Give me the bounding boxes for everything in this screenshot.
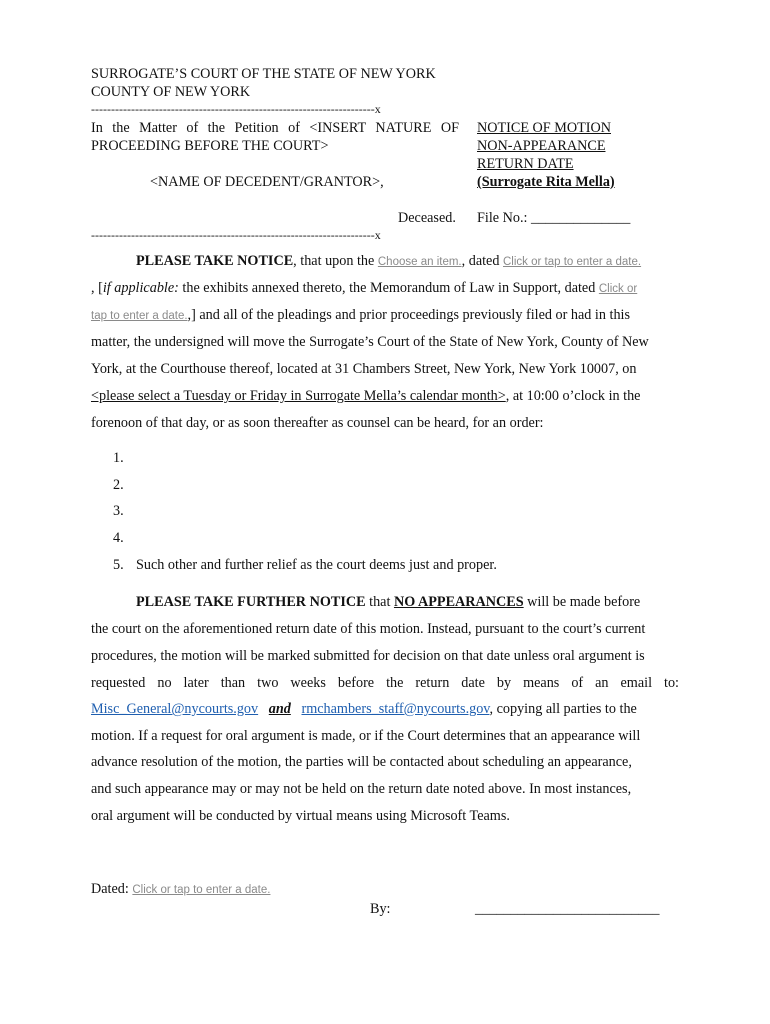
dated-line: Dated: Click or tap to enter a date. bbox=[91, 881, 271, 897]
list-item-number: 2. bbox=[113, 477, 124, 493]
matter-line-2: PROCEEDING BEFORE THE COURT> bbox=[91, 138, 329, 154]
notice-line-1: PLEASE TAKE NOTICE, that upon the Choose an item., dated Click or tap to enter a date. bbox=[136, 253, 642, 269]
email-link-misc-general[interactable]: Misc_General@nycourts.gov bbox=[91, 701, 259, 717]
notice-line-5: York, at the Courthouse thereof, located at 31 Chambers Street, New York, New York 10007, on bbox=[91, 361, 637, 377]
caption-divider-top: -----------------------------------------------------------------------x bbox=[91, 102, 381, 116]
date-placeholder-1[interactable]: Click or tap to enter a date. bbox=[503, 256, 642, 268]
further-line-8: and such appearance may or may not be held on the return date noted above. In most instances, bbox=[91, 781, 632, 797]
list-item-5-text: Such other and further relief as the court deems just and proper. bbox=[136, 557, 497, 573]
further-lead: PLEASE TAKE FURTHER NOTICE bbox=[136, 594, 366, 610]
notice-line-6: <please select a Tuesday or Friday in Surrogate Mella’s calendar month>, at 10:00 o’clock in the bbox=[91, 388, 641, 404]
further-line-3: procedures, the motion will be marked submitted for decision on that date unless oral argument is bbox=[91, 648, 645, 664]
further-line-9: oral argument will be conducted by virtual means using Microsoft Teams. bbox=[91, 808, 510, 824]
list-item-number: 4. bbox=[113, 530, 124, 546]
list-item-number: 3. bbox=[113, 503, 124, 519]
list-item-number: 5. bbox=[113, 557, 124, 573]
by-label: By: bbox=[370, 901, 391, 917]
county-name: COUNTY OF NEW YORK bbox=[91, 84, 251, 100]
doc-title-line-1: NOTICE OF MOTION bbox=[477, 120, 611, 136]
file-number: File No.: ______________ bbox=[477, 210, 631, 226]
caption-divider-bottom: -----------------------------------------------------------------------x bbox=[91, 228, 381, 242]
date-placeholder-3[interactable]: Click or tap to enter a date. bbox=[132, 884, 271, 896]
doc-title-line-2: NON-APPEARANCE bbox=[477, 138, 606, 154]
further-line-5: Misc_General@nycourts.gov and rmchambers_staff@nycourts.gov, copying all parties to the bbox=[91, 701, 637, 717]
further-line-6: motion. If a request for oral argument is made, or if the Court determines that an appearance will bbox=[91, 728, 641, 744]
matter-line-1: In the Matter of the Petition of <INSERT NATURE OF bbox=[91, 120, 459, 136]
further-line-4: requested no later than two weeks before the return date by means of an email to: bbox=[91, 675, 679, 691]
date-placeholder-2[interactable]: Click or bbox=[598, 283, 638, 295]
notice-line-4: matter, the undersigned will move the Surrogate’s Court of the State of New York, County of New bbox=[91, 334, 649, 350]
further-line-7: advance resolution of the motion, the parties will be contacted about scheduling an appearance, bbox=[91, 754, 632, 770]
court-name: SURROGATE’S COURT OF THE STATE OF NEW YORK bbox=[91, 66, 436, 82]
date-placeholder-2-cont[interactable]: tap to enter a date. bbox=[91, 310, 188, 322]
notice-line-3: tap to enter a date.,] and all of the pleadings and prior proceedings previously filed or had in this bbox=[91, 307, 631, 323]
notice-line-2: , [if applicable: the exhibits annexed thereto, the Memorandum of Law in Support, dated Click or bbox=[91, 280, 638, 296]
doc-title-line-4: (Surrogate Rita Mella) bbox=[477, 174, 615, 190]
notice-lead: PLEASE TAKE NOTICE bbox=[136, 253, 294, 269]
notice-line-7: forenoon of that day, or as soon thereafter as counsel can be heard, for an order: bbox=[91, 415, 544, 431]
deceased-label: Deceased. bbox=[398, 210, 456, 226]
no-appearances: NO APPEARANCES bbox=[393, 594, 524, 610]
calendar-date-instruction: <please select a Tuesday or Friday in Surrogate Mella’s calendar month> bbox=[91, 388, 506, 404]
item-placeholder[interactable]: Choose an item. bbox=[377, 256, 462, 268]
further-line-2: the court on the aforementioned return date of this motion. Instead, pursuant to the court’s current bbox=[91, 621, 646, 637]
doc-title-line-3: RETURN DATE bbox=[477, 156, 574, 172]
decedent-name: <NAME OF DECEDENT/GRANTOR>, bbox=[150, 174, 384, 190]
list-item-number: 1. bbox=[113, 450, 124, 466]
email-link-chambers[interactable]: rmchambers_staff@nycourts.gov bbox=[301, 701, 490, 717]
signature-line: __________________________ bbox=[475, 901, 660, 917]
further-line-1: PLEASE TAKE FURTHER NOTICE that NO APPEARANCES will be made before bbox=[136, 594, 641, 610]
